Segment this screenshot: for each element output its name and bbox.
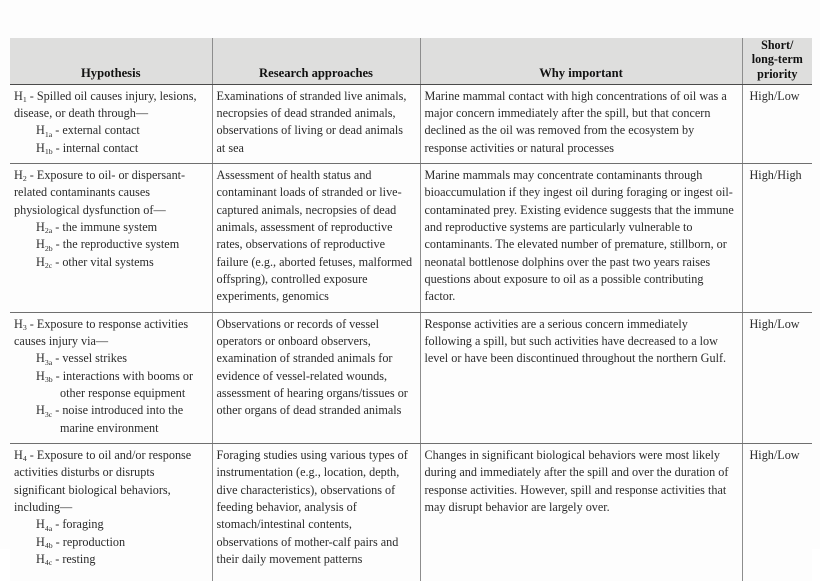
cell-priority [742, 444, 812, 581]
hypothesis-sublist [14, 122, 205, 157]
subhypothesis-label-subscript: 3c [44, 409, 53, 419]
column-header-hypothesis: Hypothesis [10, 38, 212, 84]
subhypothesis-label-subscript: 4c [44, 558, 53, 568]
status-badge: High/High [749, 168, 802, 183]
cell-why-important: Response activities are a serious concern immediately following a spill, but such activities have decreased to a low level or have been discontinued throughout the northern Gulf. [420, 312, 742, 443]
hypothesis-statement [14, 88, 205, 123]
column-header-priority-line2: long-term [751, 52, 803, 67]
table-row [10, 444, 812, 581]
list-item [36, 551, 205, 568]
hypothesis-label-subscript: 1 [22, 94, 27, 104]
subhypothesis-label-subscript: 4b [44, 540, 53, 550]
subhypothesis-text: - internal contact [52, 140, 139, 155]
subhypothesis-text-continuation: marine environment [60, 420, 159, 435]
hypothesis-statement-text: - Exposure to oil and/or response activities disturbs or disrupts significant biological behaviors, including— [14, 448, 192, 515]
hypothesis-statement [14, 316, 205, 351]
list-item [36, 402, 205, 437]
hypotheses-table [10, 38, 812, 581]
cell-research-approaches: Observations or records of vessel operators or onboard observers, examination of stranded animals for evidence of vessel-related wounds, assessment of hearing organs/tissues or other organs of dead stranded animals [212, 312, 420, 443]
hypothesis-label-subscript: 4 [22, 454, 27, 464]
subhypothesis-label-subscript: 3b [44, 374, 53, 384]
cell-research-approaches: Examinations of stranded live animals, necropsies of dead stranded animals, observations of living or dead animals at sea [212, 84, 420, 163]
cell-priority [742, 312, 812, 443]
cell-why-important: Changes in significant biological behaviors were most likely during and immediately after the spill and over the duration of response activities. However, spill and response activities that may disrupt behavior are largely over. [420, 444, 742, 581]
table-header-row [10, 38, 812, 84]
hypothesis-sublist [14, 219, 205, 271]
subhypothesis-label-prefix: H [36, 534, 45, 549]
table-row [10, 84, 812, 163]
hypothesis-statement-text: - Exposure to oil- or dispersant-related contaminants causes physiological dysfunction of— [14, 168, 186, 217]
subhypothesis-label-subscript: 4a [44, 523, 53, 533]
column-header-priority-line3: priority [757, 66, 798, 81]
table-header [10, 38, 812, 84]
hypothesis-statement-text: - Spilled oil causes injury, lesions, disease, or death through— [14, 88, 197, 121]
cell-why-important: Marine mammals may concentrate contaminants through bioaccumulation if they ingest oil during foraging or ingest oil-contaminated prey. Existing evidence suggests that the immune and reproductive systems are particularly vulnerable to contaminants. The elevated number of premature, stillborn, or neonatal bottlenose dolphins over the past two years raises questions about exposure to oil as a possible contributing factor. [420, 164, 742, 313]
subhypothesis-text-continuation: other response equipment [60, 386, 186, 401]
subhypothesis-label-subscript: 2a [44, 226, 53, 236]
cell-hypothesis [10, 164, 212, 313]
subhypothesis-label-subscript: 1a [44, 129, 53, 139]
cell-hypothesis [10, 84, 212, 163]
subhypothesis-label-prefix: H [36, 552, 45, 566]
list-item [36, 368, 205, 403]
list-item [36, 122, 205, 139]
subhypothesis-text: - noise introduced into the [52, 403, 184, 418]
subhypothesis-text: - resting [52, 552, 96, 566]
hypothesis-label-prefix: H [14, 88, 23, 103]
subhypothesis-text: - external contact [52, 123, 140, 138]
hypothesis-label-subscript: 2 [22, 174, 27, 184]
subhypothesis-label-subscript: 3a [44, 357, 53, 367]
status-badge: High/Low [749, 88, 800, 103]
status-badge: High/Low [749, 448, 800, 463]
status-badge: High/Low [749, 316, 800, 331]
list-item [36, 516, 205, 533]
subhypothesis-text: - vessel strikes [52, 351, 127, 366]
subhypothesis-label-prefix: H [36, 220, 45, 235]
hypothesis-statement [14, 447, 205, 516]
subhypothesis-label-prefix: H [36, 254, 45, 269]
subhypothesis-text: - reproduction [52, 534, 126, 549]
list-item [36, 254, 205, 271]
cell-hypothesis [10, 444, 212, 581]
hypothesis-label-prefix: H [14, 168, 23, 183]
subhypothesis-text: - other vital systems [52, 254, 154, 269]
column-header-priority [742, 38, 812, 84]
table-body [10, 84, 812, 581]
subhypothesis-text: - the immune system [52, 220, 158, 235]
hypothesis-label-prefix: H [14, 448, 23, 463]
subhypothesis-label-prefix: H [36, 237, 45, 252]
hypothesis-sublist [14, 516, 205, 568]
table-row [10, 164, 812, 313]
cell-why-important: Marine mammal contact with high concentrations of oil was a major concern immediately after the spill, but that concern declined as the oil was removed from the ecosystem by response activities or natural processes [420, 84, 742, 163]
list-item [36, 236, 205, 253]
subhypothesis-text: - the reproductive system [52, 237, 180, 252]
subhypothesis-label-subscript: 2c [44, 260, 53, 270]
subhypothesis-label-prefix: H [36, 351, 45, 366]
hypothesis-label-subscript: 3 [22, 322, 27, 332]
subhypothesis-label-prefix: H [36, 123, 45, 138]
hypothesis-statement-text: - Exposure to response activities causes injury via— [14, 316, 189, 349]
column-header-research-approaches: Research approaches [212, 38, 420, 84]
hypothesis-statement [14, 167, 205, 219]
subhypothesis-label-subscript: 1b [44, 146, 53, 156]
list-item [36, 350, 205, 367]
subhypothesis-label-prefix: H [36, 368, 45, 383]
hypothesis-label-prefix: H [14, 316, 23, 331]
cell-research-approaches: Assessment of health status and contaminant loads of stranded or live-captured animals, necropsies of dead animals, assessment of reproductive rates, observations of reproductive failure (e.g., aborted fetuses, malformed offspring), controlled exposure experiments, genomics [212, 164, 420, 313]
cell-research-approaches: Foraging studies using various types of instrumentation (e.g., location, depth, dive characteristics), observations of feeding behavior, analysis of stomach/intestinal contents, observations of mother-calf pairs and their daily movement patterns [212, 444, 420, 581]
cell-priority [742, 84, 812, 163]
cell-priority [742, 164, 812, 313]
column-header-priority-line1: Short/ [761, 38, 794, 52]
hypotheses-table-container [10, 38, 812, 581]
subhypothesis-label-prefix: H [36, 517, 45, 532]
list-item [36, 219, 205, 236]
subhypothesis-text: - foraging [52, 517, 104, 532]
subhypothesis-label-prefix: H [36, 403, 45, 418]
hypothesis-sublist [14, 350, 205, 437]
column-header-why-important: Why important [420, 38, 742, 84]
subhypothesis-text: - interactions with booms or [52, 368, 194, 383]
subhypothesis-label-subscript: 2b [44, 243, 53, 253]
list-item [36, 140, 205, 157]
list-item [36, 534, 205, 551]
subhypothesis-label-prefix: H [36, 140, 45, 155]
cell-hypothesis [10, 312, 212, 443]
table-row [10, 312, 812, 443]
